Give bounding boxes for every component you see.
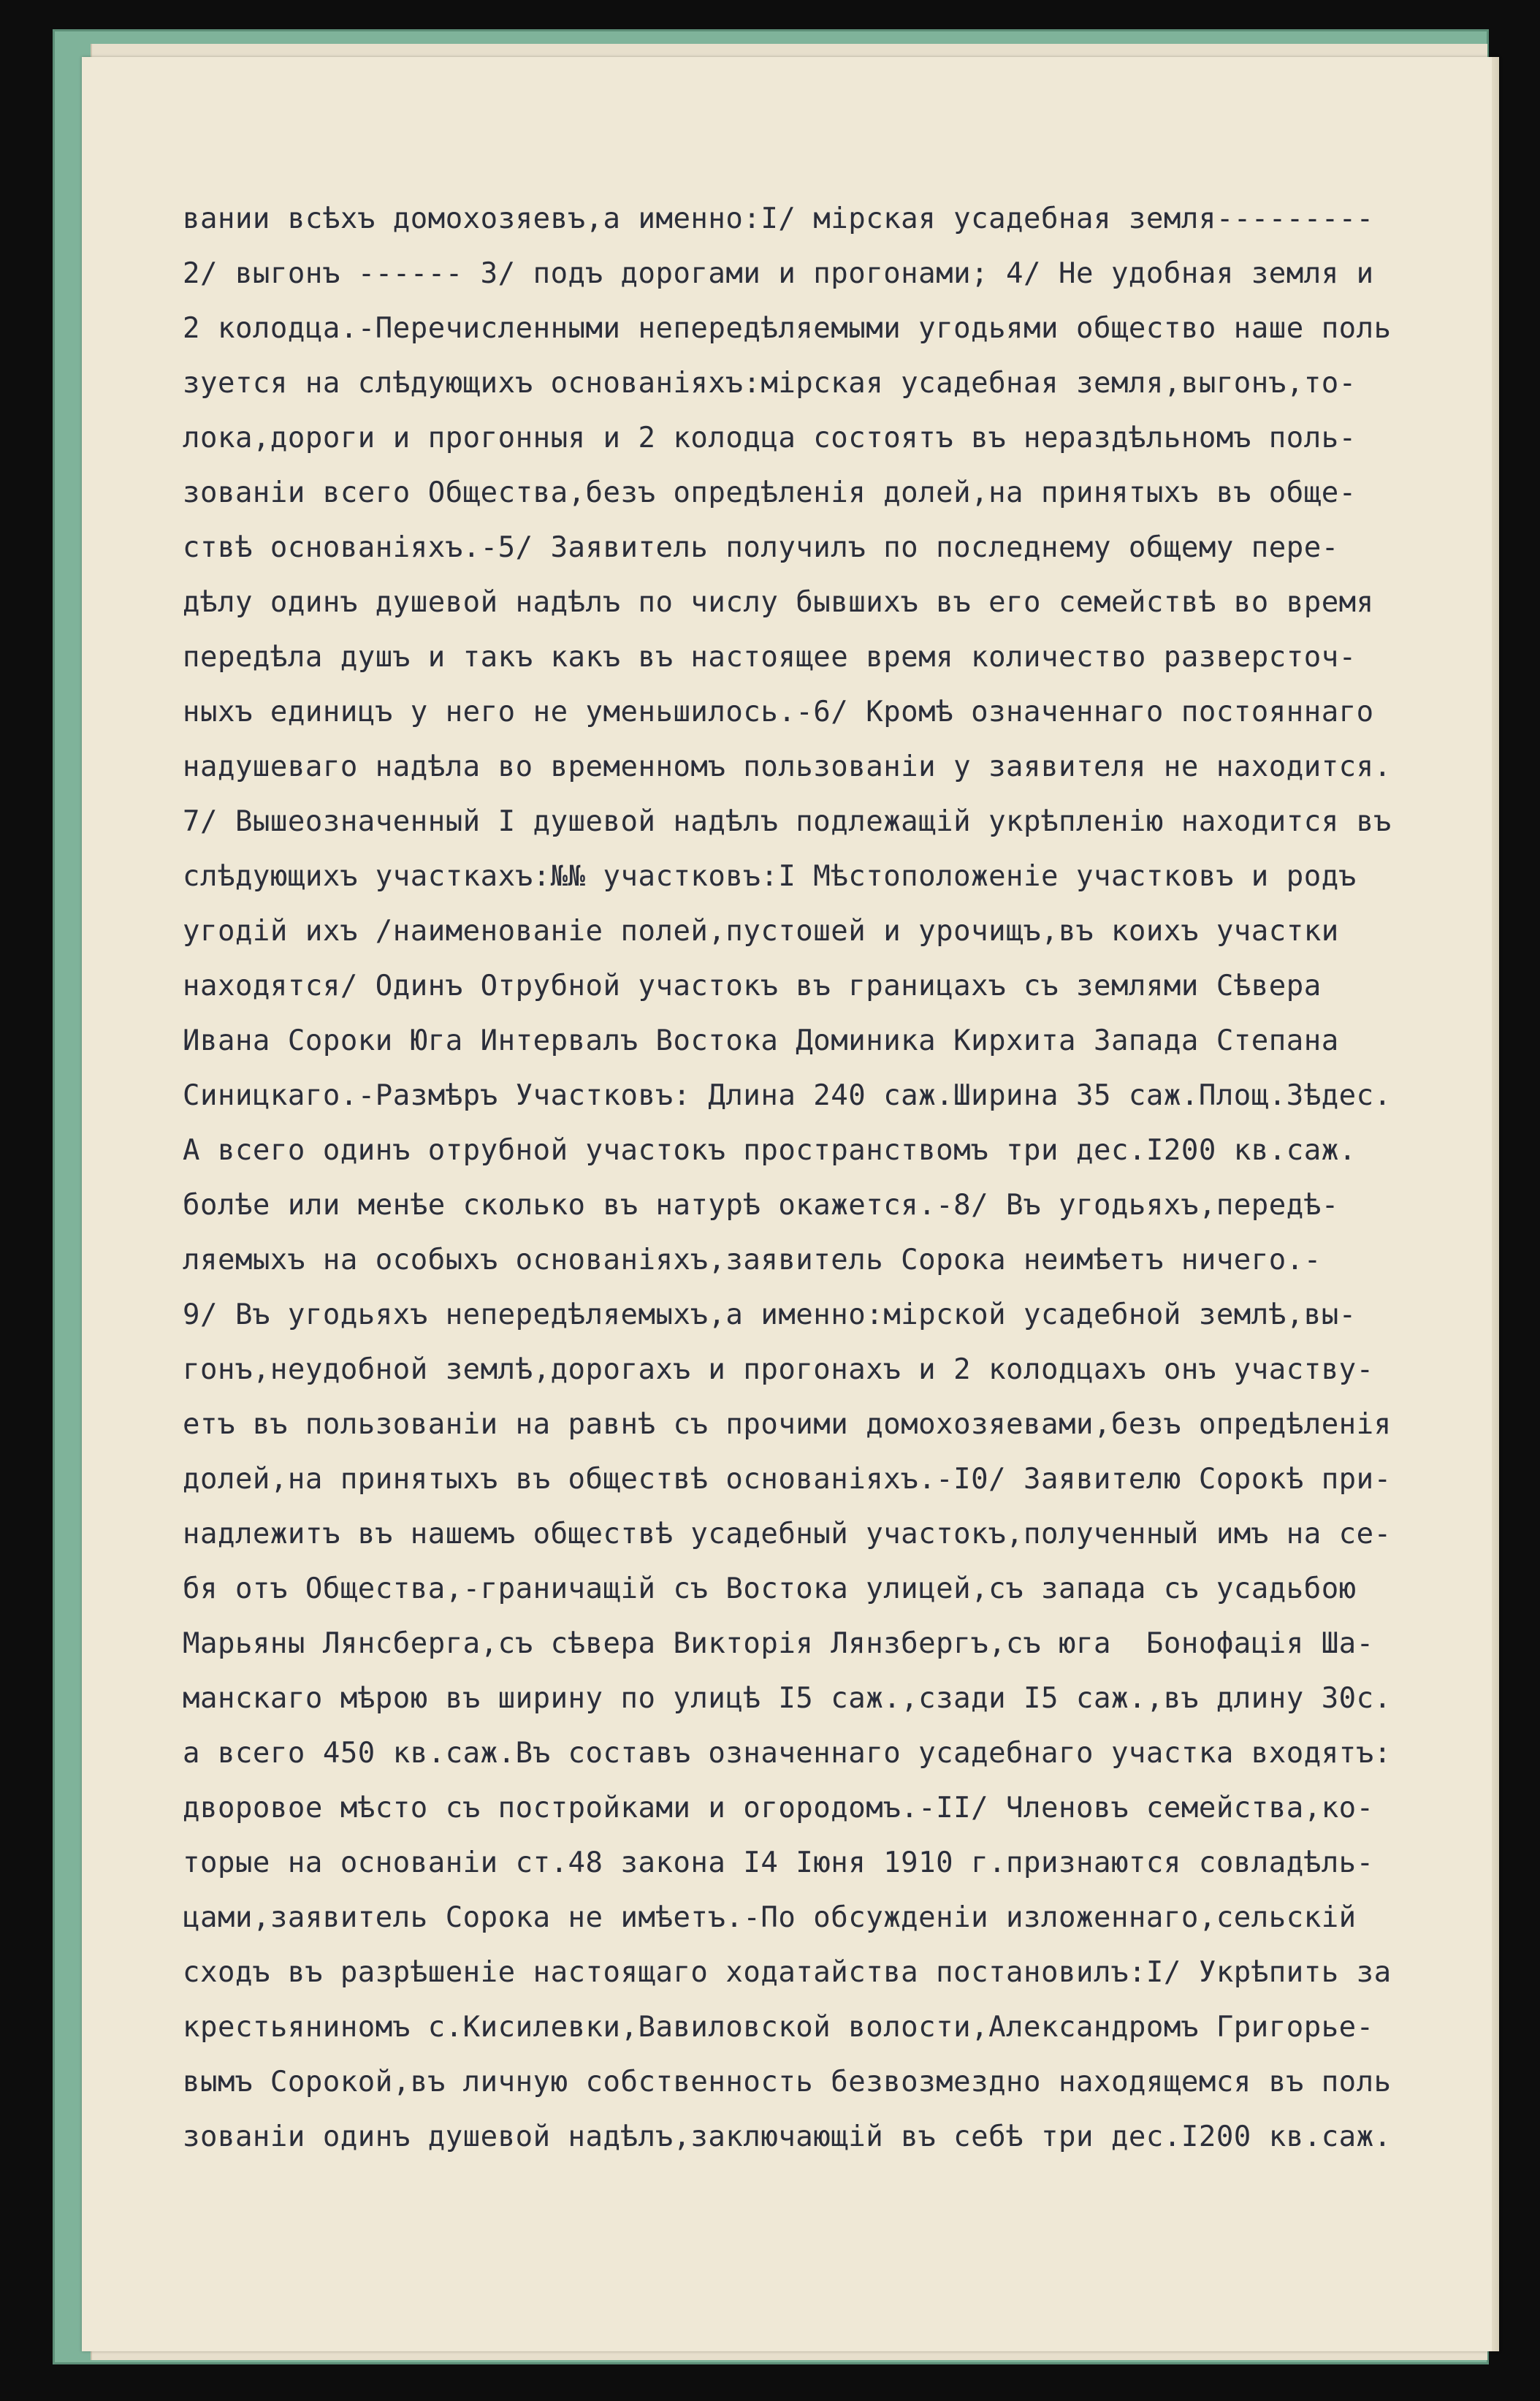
text-line: сходъ въ разрѣшеніе настоящаго ходатайства постановилъ:I/ Укрѣпить за xyxy=(183,1956,1392,1989)
text-line: зованіи одинъ душевой надѣлъ,заключающій въ себѣ три дес.I200 кв.саж. xyxy=(183,2120,1392,2153)
text-line: надушеваго надѣла во временномъ пользованіи у заявителя не находится. xyxy=(183,750,1392,783)
text-line: 2/ выгонъ ------ 3/ подъ дорогами и прогонами; 4/ Не удобная земля и xyxy=(183,257,1374,290)
text-line: дворовое мѣсто съ постройками и огородомъ.-II/ Членовъ семейства,ко- xyxy=(183,1792,1374,1824)
text-line: находятся/ Одинъ Отрубной участокъ въ границахъ съ землями Сѣвера xyxy=(183,970,1322,1002)
text-line: а всего 450 кв.саж.Въ составъ означеннаго усадебнаго участка входятъ: xyxy=(183,1737,1392,1770)
text-line: вании всѣхъ домохозяевъ,а именно:I/ мірская усадебная земля--------- xyxy=(183,202,1374,235)
text-line: Синицкаго.-Размѣръ Участковъ: Длина 240 саж.Ширина 35 саж.Площ.3ѣдес. xyxy=(183,1079,1392,1112)
text-line: передѣла душъ и такъ какъ въ настоящее время количество разверсточ- xyxy=(183,641,1357,674)
text-line: ныхъ единицъ у него не уменьшилось.-6/ Кромѣ означеннаго постояннаго xyxy=(183,696,1374,728)
text-line: 7/ Вышеозначенный I душевой надѣлъ подлежащій укрѣпленію находится въ xyxy=(183,805,1392,838)
text-line: лока,дороги и прогонныя и 2 колодца состоятъ въ нераздѣльномъ поль- xyxy=(183,422,1357,454)
text-line: долей,на принятыхъ въ обществѣ основаніяхъ.-I0/ Заявителю Сорокѣ при- xyxy=(183,1463,1392,1496)
text-line: цами,заявитель Сорока не имѣетъ.-По обсужденіи изложеннаго,сельскій xyxy=(183,1901,1357,1934)
text-line: Ивана Сороки Юга Интервалъ Востока Доминика Кирхита Запада Степана xyxy=(183,1024,1339,1057)
text-line: гонъ,неудобной землѣ,дорогахъ и прогонахъ и 2 колодцахъ онъ участву- xyxy=(183,1353,1374,1386)
text-line: крестьяниномъ с.Кисилевки,Вавиловской волости,Александромъ Григорье- xyxy=(183,2011,1374,2044)
text-line: ствѣ основаніяхъ.-5/ Заявитель получилъ по последнему общему пере- xyxy=(183,531,1339,564)
text-line: А всего одинъ отрубной участокъ пространствомъ три дес.I200 кв.саж. xyxy=(183,1134,1357,1167)
text-line: ляемыхъ на особыхъ основаніяхъ,заявитель Сорока неимѣетъ ничего.- xyxy=(183,1244,1322,1276)
text-line: Марьяны Лянсберга,съ сѣвера Викторія Лянзбергъ,съ юга Бонофація Ша- xyxy=(183,1627,1374,1660)
text-line: 9/ Въ угодьяхъ непередѣляемыхъ,а именно:мірской усадебной землѣ,вы- xyxy=(183,1298,1357,1331)
text-line: бя отъ Общества,-граничащій съ Востока улицей,съ запада съ усадьбою xyxy=(183,1572,1357,1605)
text-line: манскаго мѣрою въ ширину по улицѣ I5 саж.,сзади I5 саж.,въ длину 30с. xyxy=(183,1682,1392,1715)
text-line: торые на основаніи ст.48 закона I4 Іюня 1910 г.признаются совладѣль- xyxy=(183,1846,1374,1879)
text-line: слѣдующихъ участкахъ:№№ участковъ:I Мѣстоположеніе участковъ и родъ xyxy=(183,860,1357,893)
text-line: етъ въ пользованіи на равнѣ съ прочими домохозяевами,безъ опредѣленія xyxy=(183,1408,1392,1441)
text-line: 2 колодца.-Перечисленными непередѣляемыми угодьями общество наше поль xyxy=(183,312,1392,345)
text-line: угодій ихъ /наименованіе полей,пустошей и урочищъ,въ коихъ участки xyxy=(183,915,1339,948)
text-line: болѣе или менѣе сколько въ натурѣ окажется.-8/ Въ угодьяхъ,передѣ- xyxy=(183,1189,1339,1222)
page-edge xyxy=(1492,57,1499,2351)
text-line: дѣлу одинъ душевой надѣлъ по числу бывшихъ въ его семействѣ во время xyxy=(183,586,1374,619)
typed-text-block xyxy=(183,191,1490,2164)
text-line: вымъ Сорокой,въ личную собственность безвозмездно находящемся въ поль xyxy=(183,2066,1392,2099)
text-line: зованіи всего Общества,безъ опредѣленія долей,на принятыхъ въ обще- xyxy=(183,476,1357,509)
text-line: зуется на слѣдующихъ основаніяхъ:мірская усадебная земля,выгонъ,то- xyxy=(183,367,1357,400)
text-line: надлежитъ въ нашемъ обществѣ усадебный участокъ,полученный имъ на се- xyxy=(183,1518,1392,1550)
